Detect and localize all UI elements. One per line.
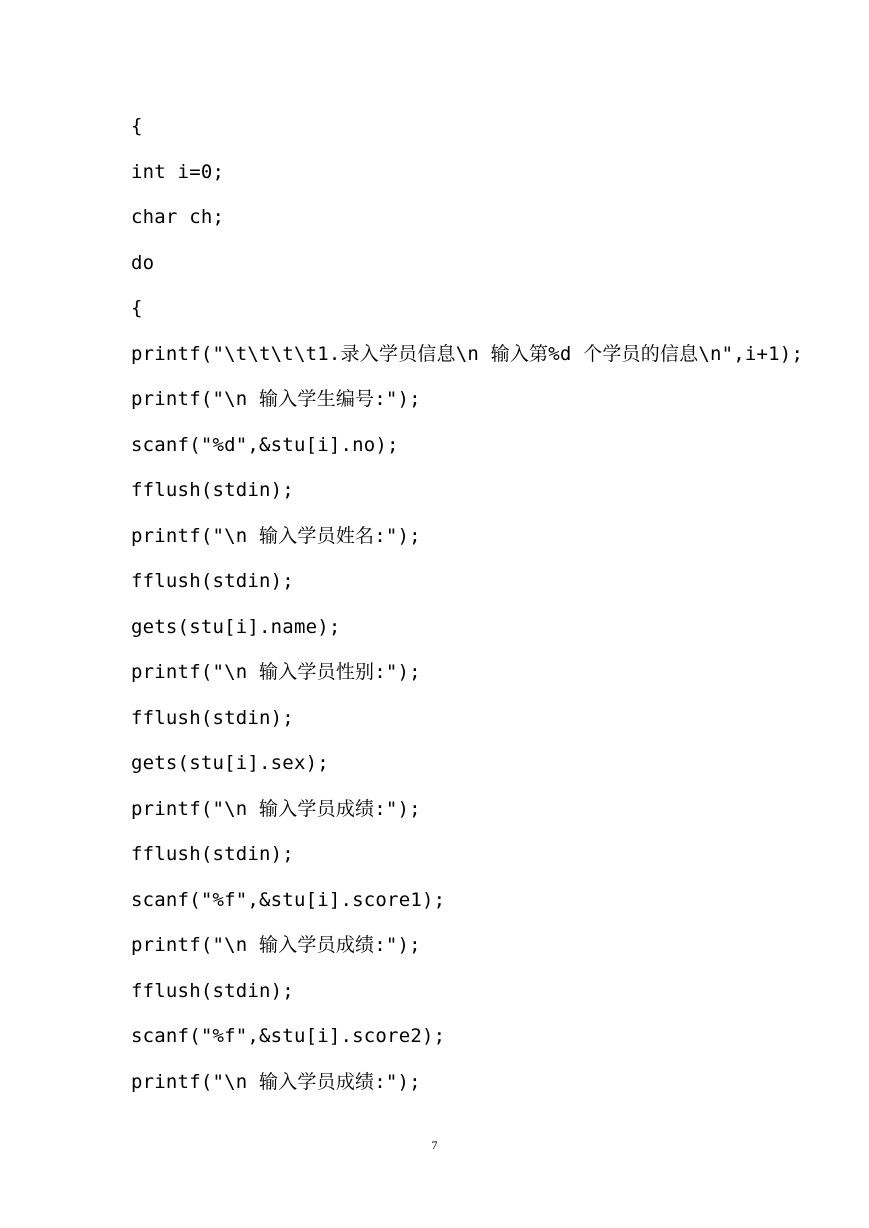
- code-line: char ch;: [131, 206, 225, 228]
- code-line: {: [131, 115, 143, 137]
- code-line: fflush(stdin);: [131, 570, 294, 592]
- code-block: [131, 104, 803, 1105]
- code-line: printf("\n 输入学员成绩:");: [131, 934, 421, 956]
- code-line: {: [131, 297, 143, 319]
- code-line: fflush(stdin);: [131, 706, 294, 729]
- code-line: fflush(stdin);: [131, 843, 294, 865]
- code-line: scanf("%f",&stu[i].score1);: [131, 888, 446, 911]
- code-line: fflush(stdin);: [131, 979, 294, 1002]
- page-number: 7: [431, 1138, 438, 1152]
- code-line: gets(stu[i].sex);: [131, 752, 329, 774]
- code-line: fflush(stdin);: [131, 479, 294, 501]
- code-line: scanf("%f",&stu[i].score2);: [131, 1025, 446, 1047]
- code-line: printf("\n 输入学员成绩:");: [131, 1070, 421, 1093]
- code-line: printf("\n 输入学员成绩:");: [131, 797, 421, 820]
- code-line: do: [131, 251, 155, 274]
- code-line: gets(stu[i].name);: [131, 615, 341, 638]
- code-line: scanf("%d",&stu[i].no);: [131, 433, 399, 456]
- code-line: printf("\t\t\t\t1.录入学员信息\n 输入第%d 个学员的信息\n",i+1);: [131, 342, 804, 365]
- code-line: printf("\n 输入学生编号:");: [131, 388, 421, 410]
- code-line: printf("\n 输入学员姓名:");: [131, 524, 421, 547]
- code-line: int i=0;: [131, 160, 225, 183]
- code-line: printf("\n 输入学员性别:");: [131, 661, 421, 683]
